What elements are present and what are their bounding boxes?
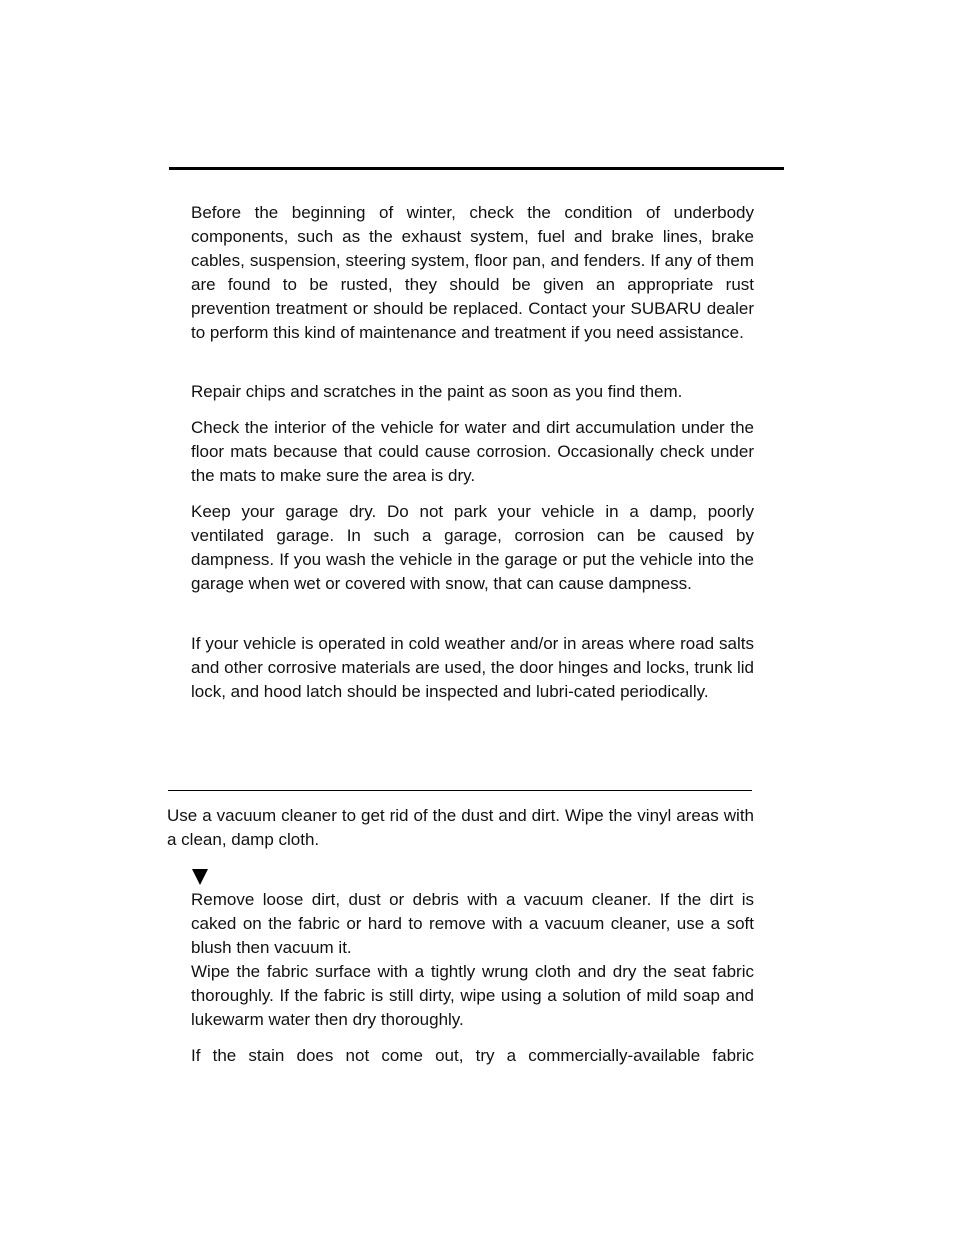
paragraph-vacuum-intro: Use a vacuum cleaner to get rid of the dust and dirt. Wipe the vinyl areas with a clean, damp cloth. [167, 806, 754, 849]
paragraph-stain: If the stain does not come out, try a commercially-available fabric [191, 1046, 754, 1065]
paragraph-underbody-check: Before the beginning of winter, check the condition of underbody components, such as the exhaust system, fuel and brake lines, brake cables, suspension, steering system, floor pan, and fenders. If any of them are found to be rusted, they should be given an appropriate rust prevention treatment or should be replaced. Contact your SUBARU dealer to perform this kind of maintenance and treatment if you need assistance. [191, 203, 754, 342]
paragraph-cold-weather: If your vehicle is operated in cold weather and/or in areas where road salts and other corrosive materials are used, the door hinges and locks, trunk lid lock, and hood latch should be inspected and lubri-cated periodically. [191, 634, 754, 701]
section-divider-rule [168, 790, 752, 791]
paragraph-wipe-fabric: Wipe the fabric surface with a tightly wrung cloth and dry the seat fabric thoroughly. If the fabric is still dirty, wipe using a solution of mild soap and lukewarm water then dry thoroughly. [191, 962, 754, 1029]
section-top-rule [169, 167, 784, 170]
down-triangle-icon [191, 867, 209, 887]
paragraph-interior-check: Check the interior of the vehicle for water and dirt accumulation under the floor mats because that could cause corrosion. Occasionally check under the mats to make sure the area is dry. [191, 418, 754, 485]
paragraph-remove-dirt: Remove loose dirt, dust or debris with a vacuum cleaner. If the dirt is caked on the fabric or hard to remove with a vacuum cleaner, use a soft blush then vacuum it. [191, 890, 754, 957]
paragraph-garage-dry: Keep your garage dry. Do not park your vehicle in a damp, poorly ventilated garage. In such a garage, corrosion can be caused by dampness. If you wash the vehicle in the garage or put the vehicle into the garage when wet or covered with snow, that can cause dampness. [191, 502, 754, 593]
paragraph-paint-repair: Repair chips and scratches in the paint as soon as you find them. [191, 382, 683, 401]
